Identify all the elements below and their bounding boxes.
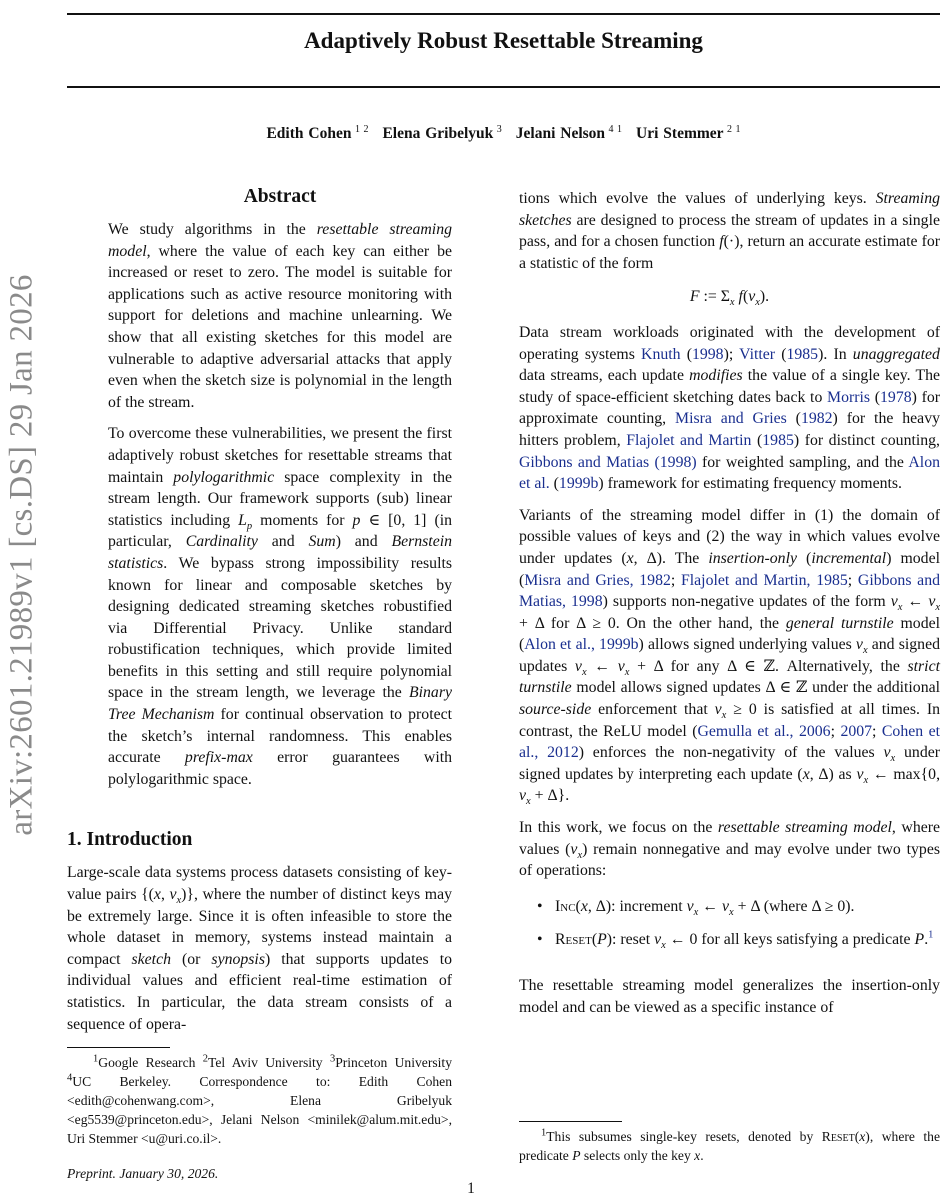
emphasis-text: general turnstile bbox=[785, 614, 894, 632]
text-run: Google Research bbox=[98, 1055, 203, 1071]
citation-link[interactable]: Flajolet and Martin bbox=[626, 431, 752, 449]
text-run: Princeton University bbox=[335, 1055, 452, 1071]
text-run: ← max{0, bbox=[868, 765, 941, 783]
math-subscript: x bbox=[935, 602, 940, 614]
text-run: ; bbox=[670, 571, 681, 589]
emphasis-text: Bernstein statistics bbox=[108, 533, 452, 572]
citation-link[interactable]: Cohen et al., 2012 bbox=[519, 722, 941, 762]
text-run: ( bbox=[751, 431, 763, 449]
emphasis-text: incremental bbox=[811, 549, 887, 567]
emphasis-text: modifies bbox=[689, 367, 743, 385]
emphasis-text: prefix-max bbox=[184, 749, 253, 767]
citation-link[interactable]: 1978 bbox=[880, 388, 912, 406]
math-symbol: v bbox=[883, 744, 891, 762]
emphasis-text: Binary Tree Mechanism bbox=[108, 684, 452, 724]
author-affiliation-marker: 3 bbox=[493, 123, 502, 135]
text-run: ( bbox=[575, 897, 581, 915]
math-symbol: x bbox=[626, 549, 634, 567]
text-run: To overcome these vulnerabilities, we present the first adaptively robust sketches for resettable streams that maintain bbox=[108, 425, 452, 486]
citation-link[interactable]: 1985 bbox=[762, 431, 794, 449]
math-symbol: v bbox=[654, 931, 662, 949]
text-run: := Σ bbox=[699, 288, 730, 306]
text-run: ; bbox=[872, 722, 882, 740]
text-run: . We bypass strong impossibility results known for linear and composable sketches by designing dedicated streaming sketches robustified via Differential Privacy. Unlike standard robustification techniques, which provide limited benefits in this setting and still require polynomial space in the stream length, we leverage the bbox=[108, 554, 452, 702]
text-run: ← 0 for all keys satisfying a predicate bbox=[665, 931, 915, 949]
footnote-marker: 1 bbox=[541, 1127, 547, 1139]
bullet-icon: • bbox=[537, 897, 543, 915]
math-symbol: v bbox=[748, 288, 756, 306]
text-run: ). In bbox=[818, 345, 853, 363]
author-affiliation-marker: 2 1 bbox=[723, 123, 741, 135]
text-run: ; bbox=[847, 571, 858, 589]
abstract-heading: Abstract bbox=[243, 186, 317, 207]
text-run: ), where the predicate bbox=[519, 1129, 940, 1163]
footnote-rule bbox=[519, 1121, 622, 1122]
page-number: 1 bbox=[467, 1180, 475, 1197]
text-run: moments for bbox=[252, 511, 353, 529]
math-symbol: v bbox=[721, 897, 729, 915]
math-subscript: x bbox=[897, 602, 903, 614]
math-symbol: L bbox=[238, 511, 247, 529]
citation-link[interactable]: 1999b bbox=[558, 475, 599, 493]
text-run: UC Berkeley. Correspondence to: Edith Cohen <edith@cohenwang.com>, Elena Gribelyuk <eg5539@princeton.edu>, Jelani Nelson <minilek@alum.mit.edu>, Uri Stemmer <u@uri.co.il>. bbox=[67, 1074, 452, 1147]
emphasis-text: polylogarithmic bbox=[173, 468, 275, 486]
text-run: )}, where the number of distinct keys may be extremely large. Since it is often infeasible to store the whole dataset in memory, systems instead maintain a compact bbox=[67, 886, 452, 968]
text-run: for weighted sampling, and the bbox=[696, 453, 909, 471]
citation-link[interactable]: 1998 bbox=[691, 345, 724, 363]
text-run: ) remain nonnegative and may evolve under two types of operations: bbox=[519, 840, 940, 880]
text-run: ) allows signed underlying values bbox=[638, 636, 856, 654]
right-footer bbox=[519, 1109, 940, 1165]
text-run: ); bbox=[723, 345, 740, 363]
abstract-section bbox=[67, 185, 452, 790]
text-run: ( bbox=[775, 345, 787, 363]
left-footer bbox=[67, 1035, 452, 1183]
text-run: ( bbox=[797, 549, 812, 567]
text-run: are designed to process the stream of updates in a single pass, and for a chosen function bbox=[519, 211, 940, 251]
left-column bbox=[67, 185, 452, 1183]
text-run: ← bbox=[698, 897, 722, 915]
small-caps-operator: Inc bbox=[555, 897, 576, 915]
citation-link[interactable]: Alon et al. bbox=[519, 453, 940, 493]
list-item-text bbox=[555, 897, 855, 918]
text-run: ): reset bbox=[606, 931, 655, 949]
math-subscript: x bbox=[577, 849, 583, 861]
right-column bbox=[519, 188, 940, 1165]
text-run: + Δ}. bbox=[530, 787, 570, 805]
emphasis-text: insertion-only bbox=[708, 549, 797, 567]
text-run: ∈ [0, 1] (in particular, bbox=[108, 511, 452, 551]
text-run: + Δ for any Δ ∈ ℤ. Alternatively, the bbox=[629, 657, 908, 675]
math-subscript: x bbox=[890, 753, 896, 765]
math-symbol: P bbox=[572, 1148, 581, 1163]
list-item-inc bbox=[535, 896, 940, 918]
math-subscript: x bbox=[176, 895, 182, 907]
text-run: and bbox=[257, 533, 309, 551]
text-run: under signed updates by interpreting each update ( bbox=[519, 744, 940, 783]
math-symbol: x bbox=[694, 1148, 701, 1163]
emphasis-text: unaggregated bbox=[852, 345, 940, 363]
emphasis-text: synopsis bbox=[211, 950, 265, 968]
citation-link[interactable]: 2007 bbox=[840, 722, 873, 740]
text-run: , Δ) as bbox=[809, 765, 857, 783]
text-run: Variants of the streaming model differ in (1) the domain of possible values of keys and (2) the way in which values evolve under updates ( bbox=[519, 506, 940, 567]
text-run: for continual observation to protect the sketch’s internal randomness. This enables accurate bbox=[108, 706, 453, 767]
emphasis-text: sketch bbox=[131, 950, 171, 968]
emphasis-text: strict turnstile bbox=[519, 657, 940, 697]
text-run: ( bbox=[854, 1129, 860, 1144]
right-paragraph-4 bbox=[519, 817, 940, 882]
text-run: Tel Aviv University bbox=[207, 1055, 330, 1071]
math-subscript: x bbox=[661, 940, 666, 952]
math-symbol: f bbox=[719, 233, 724, 251]
list-item-text bbox=[555, 930, 934, 952]
affiliations-footnote bbox=[67, 1053, 452, 1148]
text-run: model allows signed updates Δ ∈ ℤ under the additional bbox=[571, 679, 940, 697]
emphasis-text: Cardinality bbox=[185, 533, 258, 551]
text-run: . bbox=[700, 1148, 704, 1163]
author-list bbox=[67, 125, 940, 143]
math-subscript: x bbox=[721, 710, 727, 722]
text-run: ) for approximate counting, bbox=[519, 388, 940, 428]
author-name: Elena Gribelyuk bbox=[382, 125, 494, 142]
text-run: ) for the heavy hitters problem, bbox=[519, 410, 940, 449]
math-symbol: v bbox=[686, 897, 694, 915]
author-name: Jelani Nelson bbox=[515, 125, 606, 142]
footnote-marker: 2 bbox=[202, 1053, 208, 1065]
text-run: ( bbox=[786, 410, 801, 428]
author-name: Edith Cohen bbox=[266, 125, 352, 142]
text-run: ← bbox=[586, 657, 618, 675]
text-run: ≥ 0 is satisfied at all times. In contrast, the ReLU model ( bbox=[519, 701, 940, 740]
emphasis-text: resettable streaming model bbox=[717, 819, 892, 837]
small-caps-operator: Reset bbox=[821, 1129, 855, 1144]
right-paragraph-3 bbox=[519, 505, 940, 807]
text-run: ( bbox=[870, 388, 881, 406]
emphasis-text: Streaming sketches bbox=[519, 190, 940, 229]
math-symbol: v bbox=[617, 657, 625, 675]
abstract-paragraph-1 bbox=[108, 219, 452, 413]
math-symbol: F bbox=[689, 288, 700, 306]
math-symbol: v bbox=[855, 636, 863, 654]
text-run: (·), return an accurate estimate for a statistic of the form bbox=[519, 233, 940, 272]
math-symbol: P bbox=[914, 931, 925, 949]
text-run: In this work, we focus on the bbox=[519, 819, 718, 837]
text-run: , where the value of each key can either be increased or reset to zero. The model is suitable for applications such as active resource monitoring with support for deletions and machine unlearning. We show that all existing sketches for this model are vulnerable to adaptive adversarial attacks that apply even when the sketch size is polynomial in the length of the stream. bbox=[108, 242, 452, 411]
math-symbol: v bbox=[928, 593, 936, 611]
list-item-reset bbox=[535, 929, 940, 951]
text-run: , bbox=[160, 886, 170, 904]
author-name: Uri Stemmer bbox=[636, 125, 724, 142]
text-run: data streams, each update bbox=[519, 367, 690, 385]
math-symbol: x bbox=[859, 1129, 866, 1144]
text-run: ( bbox=[591, 931, 598, 949]
math-subscript: x bbox=[526, 796, 531, 808]
text-run: ) and bbox=[335, 533, 392, 551]
emphasis-text: source-side bbox=[519, 701, 592, 719]
citation-link[interactable]: Alon et al., 1999b bbox=[524, 636, 639, 654]
paper-title: Adaptively Robust Resettable Streaming bbox=[304, 28, 703, 53]
citation-link[interactable]: Flajolet and Martin, 1985 bbox=[681, 571, 848, 589]
text-run: . bbox=[924, 931, 929, 949]
operations-list bbox=[535, 896, 940, 951]
math-symbol: x bbox=[580, 897, 588, 915]
text-run: ). bbox=[759, 288, 770, 306]
citation-link[interactable]: Morris bbox=[827, 388, 871, 406]
text-run: This subsumes single-key resets, denoted by bbox=[546, 1129, 822, 1144]
footnote-marker: 4 bbox=[67, 1072, 73, 1084]
text-run: space complexity in the stream length. Our framework supports (sub) linear statistics including bbox=[108, 468, 452, 529]
arxiv-stamp: arXiv:2601.21989v1 [cs.DS] 29 Jan 2026 bbox=[3, 274, 40, 836]
math-symbol: x bbox=[153, 886, 161, 904]
footnote-1 bbox=[519, 1127, 940, 1165]
text-run: ) framework for estimating frequency moments. bbox=[598, 475, 902, 493]
math-symbol: f bbox=[738, 288, 743, 306]
text-run: error guarantees with polylogarithmic space. bbox=[108, 749, 452, 788]
author bbox=[382, 125, 501, 142]
author bbox=[516, 125, 622, 142]
math-subscript: x bbox=[693, 906, 699, 918]
citation-link[interactable]: 1985 bbox=[786, 345, 819, 363]
citation-link[interactable]: Knuth bbox=[641, 345, 681, 363]
author-affiliation-marker: 1 2 bbox=[351, 123, 369, 135]
text-run: , Δ): increment bbox=[587, 897, 687, 915]
math-symbol: v bbox=[890, 593, 898, 611]
text-run: ) supports non-negative updates of the form bbox=[602, 593, 891, 611]
text-run: tions which evolve the values of underlying keys. bbox=[519, 190, 876, 207]
citation-link[interactable]: Gibbons and Matias (1998) bbox=[519, 453, 697, 471]
equation-F bbox=[519, 286, 940, 308]
emphasis-text: Sum bbox=[308, 533, 336, 551]
citation-link[interactable]: 1982 bbox=[800, 410, 833, 428]
text-run: ( bbox=[680, 345, 692, 363]
text-run: + Δ (where Δ ≥ 0). bbox=[733, 897, 855, 915]
text-run: Data stream workloads originated with the development of operating systems bbox=[519, 323, 940, 363]
text-run: ( bbox=[742, 288, 749, 306]
title-rule bbox=[67, 86, 940, 88]
text-run: ← bbox=[902, 593, 929, 611]
preprint-date: Preprint. January 30, 2026. bbox=[67, 1166, 219, 1182]
math-symbol: v bbox=[714, 701, 722, 719]
math-subscript: x bbox=[862, 645, 868, 657]
text-run: ) model ( bbox=[519, 549, 940, 589]
text-run: and signed updates bbox=[519, 636, 940, 675]
text-run: enforcement that bbox=[591, 701, 715, 719]
intro-paragraph-1 bbox=[67, 862, 452, 1035]
bullet-icon: • bbox=[537, 931, 543, 949]
math-symbol: v bbox=[856, 765, 864, 783]
math-subscript: x bbox=[863, 775, 869, 786]
footnote-marker: 3 bbox=[329, 1053, 336, 1065]
text-run: The resettable streaming model generalizes the insertion-only model and can be viewed as a specific instance of bbox=[519, 977, 940, 1016]
math-subscript: x bbox=[755, 297, 760, 309]
emphasis-text: resettable streaming model bbox=[108, 221, 452, 260]
math-subscript: p bbox=[246, 520, 253, 532]
top-rule bbox=[67, 13, 940, 15]
math-subscript: x bbox=[581, 667, 587, 679]
math-subscript: x bbox=[729, 906, 734, 918]
abstract-paragraph-2 bbox=[108, 423, 452, 790]
math-subscript: x bbox=[729, 297, 735, 309]
math-symbol: v bbox=[519, 787, 527, 805]
math-symbol: v bbox=[574, 657, 582, 675]
text-run: selects only the key bbox=[580, 1148, 695, 1163]
math-symbol: P bbox=[597, 931, 607, 949]
text-run: the value of a single key. The study of space-efficient sketching dates back to bbox=[519, 367, 941, 406]
small-caps-operator: Reset bbox=[555, 931, 592, 949]
right-paragraph-5 bbox=[519, 975, 940, 1018]
text-run: ) that supports updates to individual values and efficient real-time estimation of statistics. In particular, the data stream consists of a sequence of opera- bbox=[67, 950, 452, 1033]
footnote-rule bbox=[67, 1047, 170, 1048]
right-paragraph-1 bbox=[519, 188, 940, 274]
author-affiliation-marker: 4 1 bbox=[605, 123, 623, 135]
text-run: ) enforces the non-negativity of the values bbox=[578, 744, 884, 762]
citation-link[interactable]: Gemulla et al., 2006 bbox=[697, 722, 831, 740]
footnote-link[interactable]: 1 bbox=[928, 930, 934, 942]
section-heading-introduction: 1. Introduction bbox=[67, 829, 193, 851]
text-run: + Δ for Δ ≥ 0. On the other hand, the bbox=[519, 614, 786, 632]
text-run: ; bbox=[830, 722, 841, 740]
math-symbol: v bbox=[169, 886, 177, 904]
math-symbol: v bbox=[570, 840, 578, 858]
text-run: , Δ). The bbox=[633, 549, 709, 567]
text-run: , where values ( bbox=[519, 819, 941, 858]
text-run: (or bbox=[171, 950, 212, 968]
footnote-marker: 1 bbox=[93, 1053, 99, 1065]
text-run: ) for distinct counting, bbox=[793, 431, 940, 449]
text-run: We study algorithms in the bbox=[108, 221, 317, 238]
author bbox=[636, 125, 741, 142]
citation-link[interactable]: Vitter bbox=[739, 345, 776, 363]
math-symbol: x bbox=[802, 765, 810, 783]
math-symbol: p bbox=[352, 511, 361, 529]
right-paragraph-2 bbox=[519, 322, 940, 495]
text-run: ( bbox=[549, 475, 559, 493]
text-run: Large-scale data systems process datasets consisting of key-value pairs {( bbox=[67, 864, 452, 904]
math-subscript: x bbox=[624, 667, 630, 679]
citation-link[interactable]: Gibbons and Matias, 1998 bbox=[519, 571, 940, 611]
author bbox=[266, 125, 368, 142]
citation-link[interactable]: Misra and Gries bbox=[675, 410, 787, 428]
text-run: model ( bbox=[519, 614, 940, 654]
citation-link[interactable]: Misra and Gries, 1982 bbox=[524, 571, 671, 589]
